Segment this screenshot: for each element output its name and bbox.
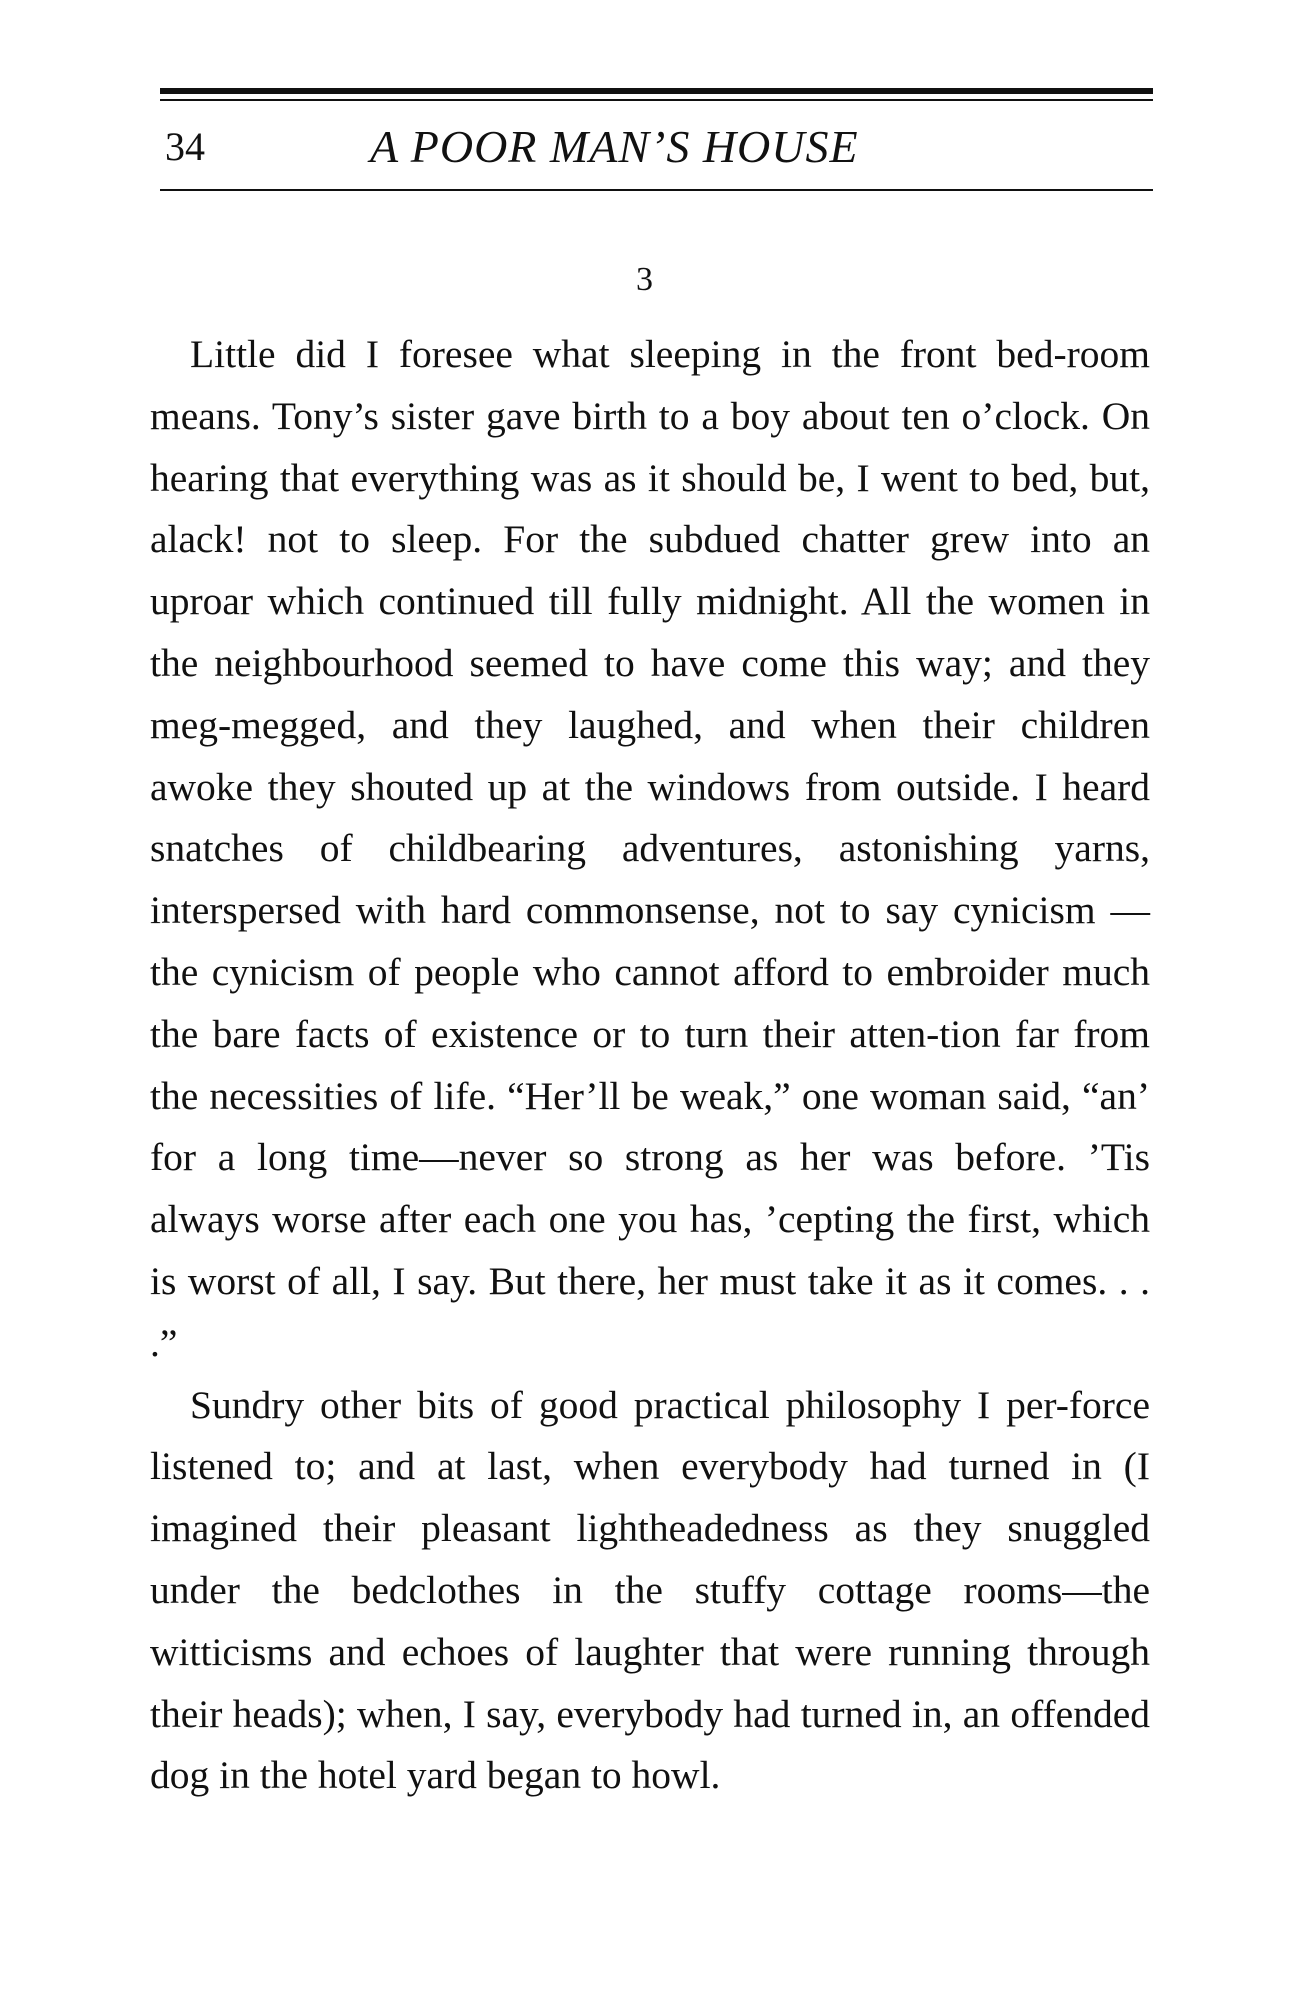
body-text [150, 324, 1150, 1807]
header-top-rule-thick [160, 88, 1153, 94]
paragraph: Little did I foresee what sleeping in the front bed-room means. Tony’s sister gave birth to a boy about ten o’clock. On hearing that everything was as it should be, I went to bed, but, alack! not to sleep. For the subdued chatter grew into an uproar which continued till fully midnight. All the women in the neighbourhood seemed to have come this way; and they meg-megged, and they laughed, and when their children awoke they shouted up at the windows from outside. I heard snatches of childbearing adventures, astonishing yarns, interspersed with hard commonsense, not to say cynicism —the cynicism of people who cannot afford to embroider much the bare facts of existence or to turn their atten-tion far from the necessities of life. “Her’ll be weak,” one woman said, “an’ for a long time—never so strong as her was before. ’Tis always worse after each one you has, ’cepting the first, which is worst of all, I say. But there, her must take it as it comes. . . .” [150, 332, 1150, 1365]
section-number: 3 [636, 261, 653, 298]
running-title: A POOR MAN’S HOUSE [370, 121, 859, 172]
header-top-rule-thin [160, 99, 1153, 101]
page-number: 34 [165, 124, 205, 169]
paragraph: Sundry other bits of good practical philosophy I per-force listened to; and at last, when everybody had turned in (I imagined their pleasant lightheadedness as they snuggled under the bedclothes in the stuffy cottage rooms—the witticisms and echoes of laughter that were running through their heads); when, I say, everybody had turned in, an offended dog in the hotel yard began to howl. [150, 1382, 1150, 1798]
header-bottom-rule [160, 189, 1153, 191]
